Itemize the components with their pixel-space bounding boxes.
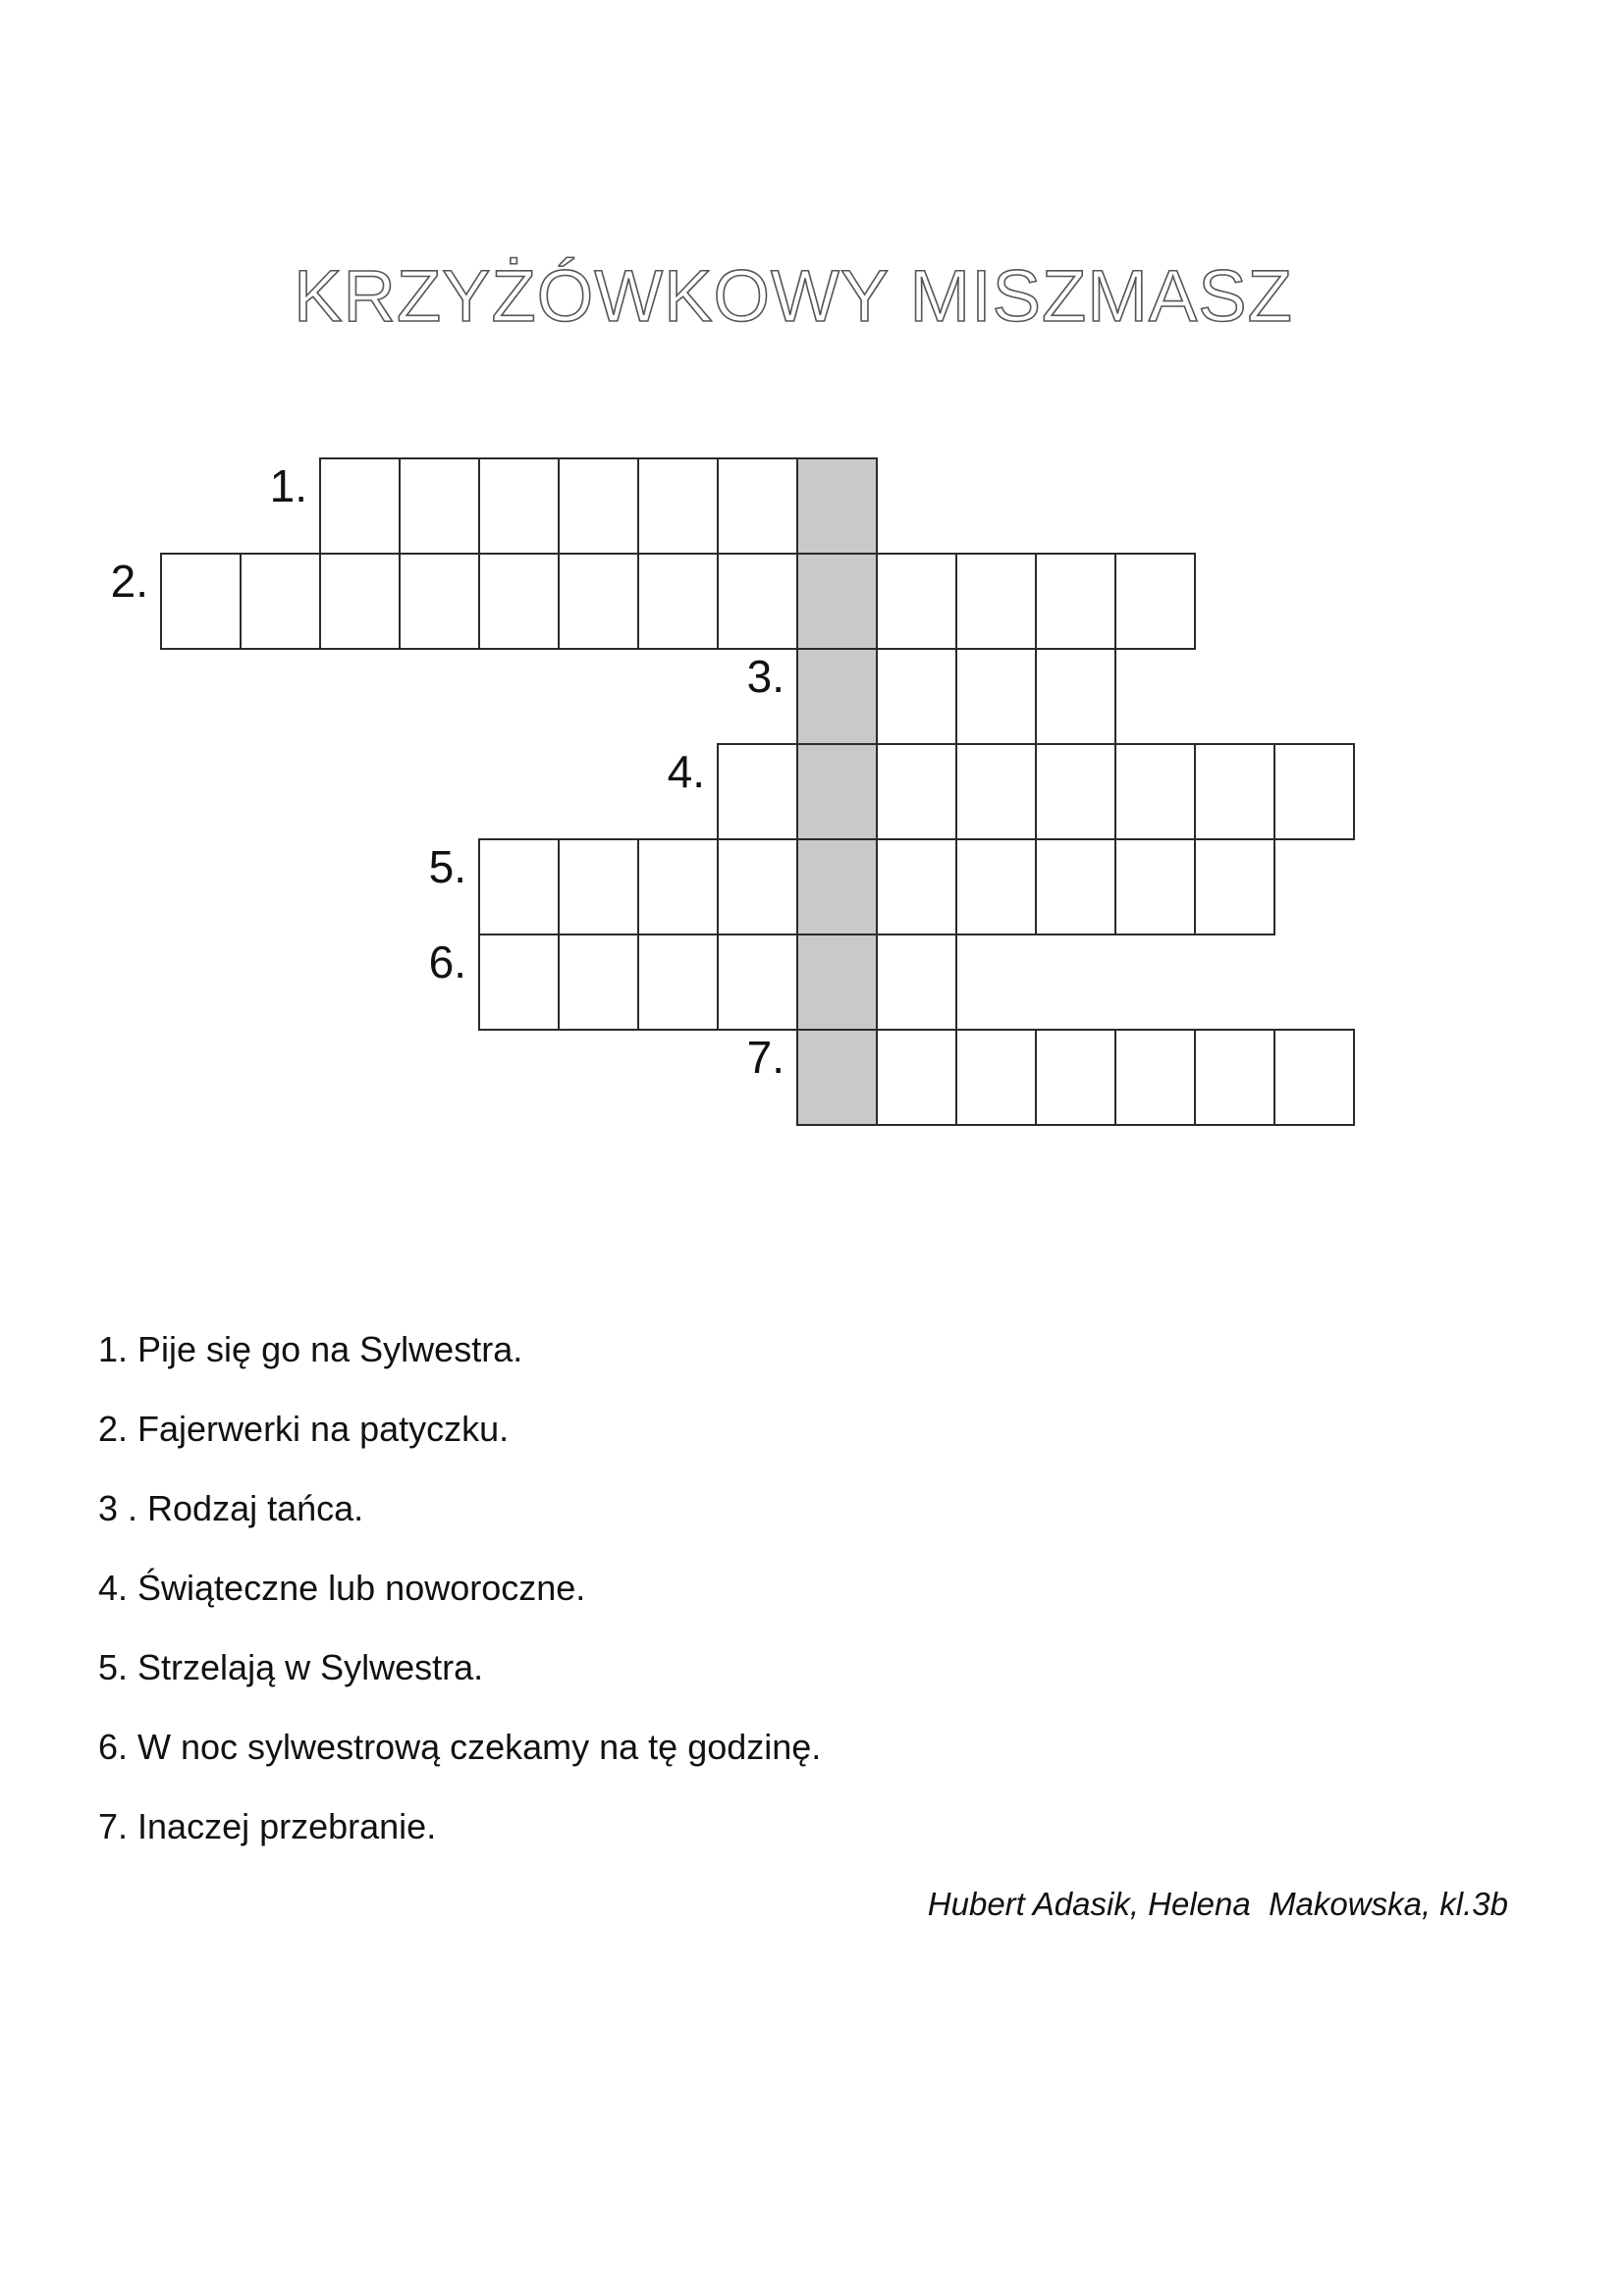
crossword-cell-row-2[interactable] xyxy=(240,553,321,650)
crossword-cell-row-2[interactable] xyxy=(1035,553,1116,650)
row-number-7: 7. xyxy=(746,1032,785,1083)
crossword-cell-row-5[interactable] xyxy=(558,838,639,935)
crossword-key-cell-row-3[interactable] xyxy=(796,648,878,745)
row-number-1: 1. xyxy=(269,460,307,511)
crossword-cell-row-2[interactable] xyxy=(558,553,639,650)
page-title: KRZYŻÓWKOWY MISZMASZ xyxy=(294,255,1293,337)
clue-5: 5. Strzelają w Sylwestra. xyxy=(98,1647,484,1687)
crossword-cell-row-1[interactable] xyxy=(478,457,560,555)
crossword-cell-row-7[interactable] xyxy=(1194,1029,1275,1126)
crossword-key-cell-row-4[interactable] xyxy=(796,743,878,840)
crossword-cell-row-5[interactable] xyxy=(1035,838,1116,935)
crossword-cell-row-2[interactable] xyxy=(955,553,1037,650)
crossword-cell-row-1[interactable] xyxy=(717,457,798,555)
crossword-cell-row-3[interactable] xyxy=(1035,648,1116,745)
crossword-cell-row-6[interactable] xyxy=(717,934,798,1031)
crossword-cell-row-7[interactable] xyxy=(1035,1029,1116,1126)
crossword-cell-row-6[interactable] xyxy=(558,934,639,1031)
row-number-2: 2. xyxy=(110,556,148,607)
crossword-cell-row-7[interactable] xyxy=(1114,1029,1196,1126)
row-number-3: 3. xyxy=(746,651,785,702)
clue-2: 2. Fajerwerki na patyczku. xyxy=(98,1409,510,1449)
clues-list xyxy=(98,1330,821,1887)
author-credit: Hubert Adasik, Helena Makowska, kl.3b xyxy=(927,1886,1508,1922)
crossword-cell-row-5[interactable] xyxy=(876,838,957,935)
crossword-cell-row-2[interactable] xyxy=(876,553,957,650)
crossword-cell-row-3[interactable] xyxy=(876,648,957,745)
row-number-5: 5. xyxy=(428,841,466,892)
crossword-cell-row-2[interactable] xyxy=(319,553,401,650)
crossword-cell-row-1[interactable] xyxy=(637,457,719,555)
crossword-cell-row-5[interactable] xyxy=(717,838,798,935)
crossword-cell-row-2[interactable] xyxy=(717,553,798,650)
crossword-cell-row-7[interactable] xyxy=(1273,1029,1355,1126)
crossword-cell-row-1[interactable] xyxy=(399,457,480,555)
crossword-cell-row-2[interactable] xyxy=(160,553,242,650)
crossword-cell-row-4[interactable] xyxy=(876,743,957,840)
crossword-cell-row-5[interactable] xyxy=(1194,838,1275,935)
row-number-6: 6. xyxy=(428,936,466,988)
crossword-key-cell-row-5[interactable] xyxy=(796,838,878,935)
crossword-cell-row-4[interactable] xyxy=(1194,743,1275,840)
clue-3: 3 . Rodzaj tańca. xyxy=(98,1488,364,1528)
crossword-cell-row-2[interactable] xyxy=(1114,553,1196,650)
crossword-cell-row-5[interactable] xyxy=(955,838,1037,935)
crossword-cell-row-2[interactable] xyxy=(637,553,719,650)
crossword-cell-row-7[interactable] xyxy=(955,1029,1037,1126)
crossword-key-cell-row-6[interactable] xyxy=(796,934,878,1031)
clue-4: 4. Świąteczne lub noworoczne. xyxy=(98,1568,586,1608)
crossword-cell-row-5[interactable] xyxy=(478,838,560,935)
row-number-4: 4. xyxy=(667,746,705,797)
crossword-cell-row-2[interactable] xyxy=(478,553,560,650)
crossword-cell-row-4[interactable] xyxy=(1035,743,1116,840)
crossword-cell-row-4[interactable] xyxy=(1273,743,1355,840)
crossword-cell-row-6[interactable] xyxy=(478,934,560,1031)
crossword-cell-row-2[interactable] xyxy=(399,553,480,650)
crossword-cell-row-5[interactable] xyxy=(1114,838,1196,935)
crossword-cell-row-1[interactable] xyxy=(558,457,639,555)
crossword-cell-row-4[interactable] xyxy=(955,743,1037,840)
crossword-key-cell-row-7[interactable] xyxy=(796,1029,878,1126)
clue-6: 6. W noc sylwestrową czekamy na tę godzinę. xyxy=(98,1727,822,1767)
crossword-cell-row-6[interactable] xyxy=(637,934,719,1031)
crossword-cell-row-3[interactable] xyxy=(955,648,1037,745)
crossword-cell-row-5[interactable] xyxy=(637,838,719,935)
crossword-key-cell-row-1[interactable] xyxy=(796,457,878,555)
crossword-cell-row-7[interactable] xyxy=(876,1029,957,1126)
crossword-cell-row-1[interactable] xyxy=(319,457,401,555)
clue-1: 1. Pije się go na Sylwestra. xyxy=(98,1329,523,1369)
clue-7: 7. Inaczej przebranie. xyxy=(98,1806,437,1846)
crossword-cell-row-4[interactable] xyxy=(1114,743,1196,840)
crossword-cell-row-6[interactable] xyxy=(876,934,957,1031)
crossword-cell-row-4[interactable] xyxy=(717,743,798,840)
crossword-key-cell-row-2[interactable] xyxy=(796,553,878,650)
